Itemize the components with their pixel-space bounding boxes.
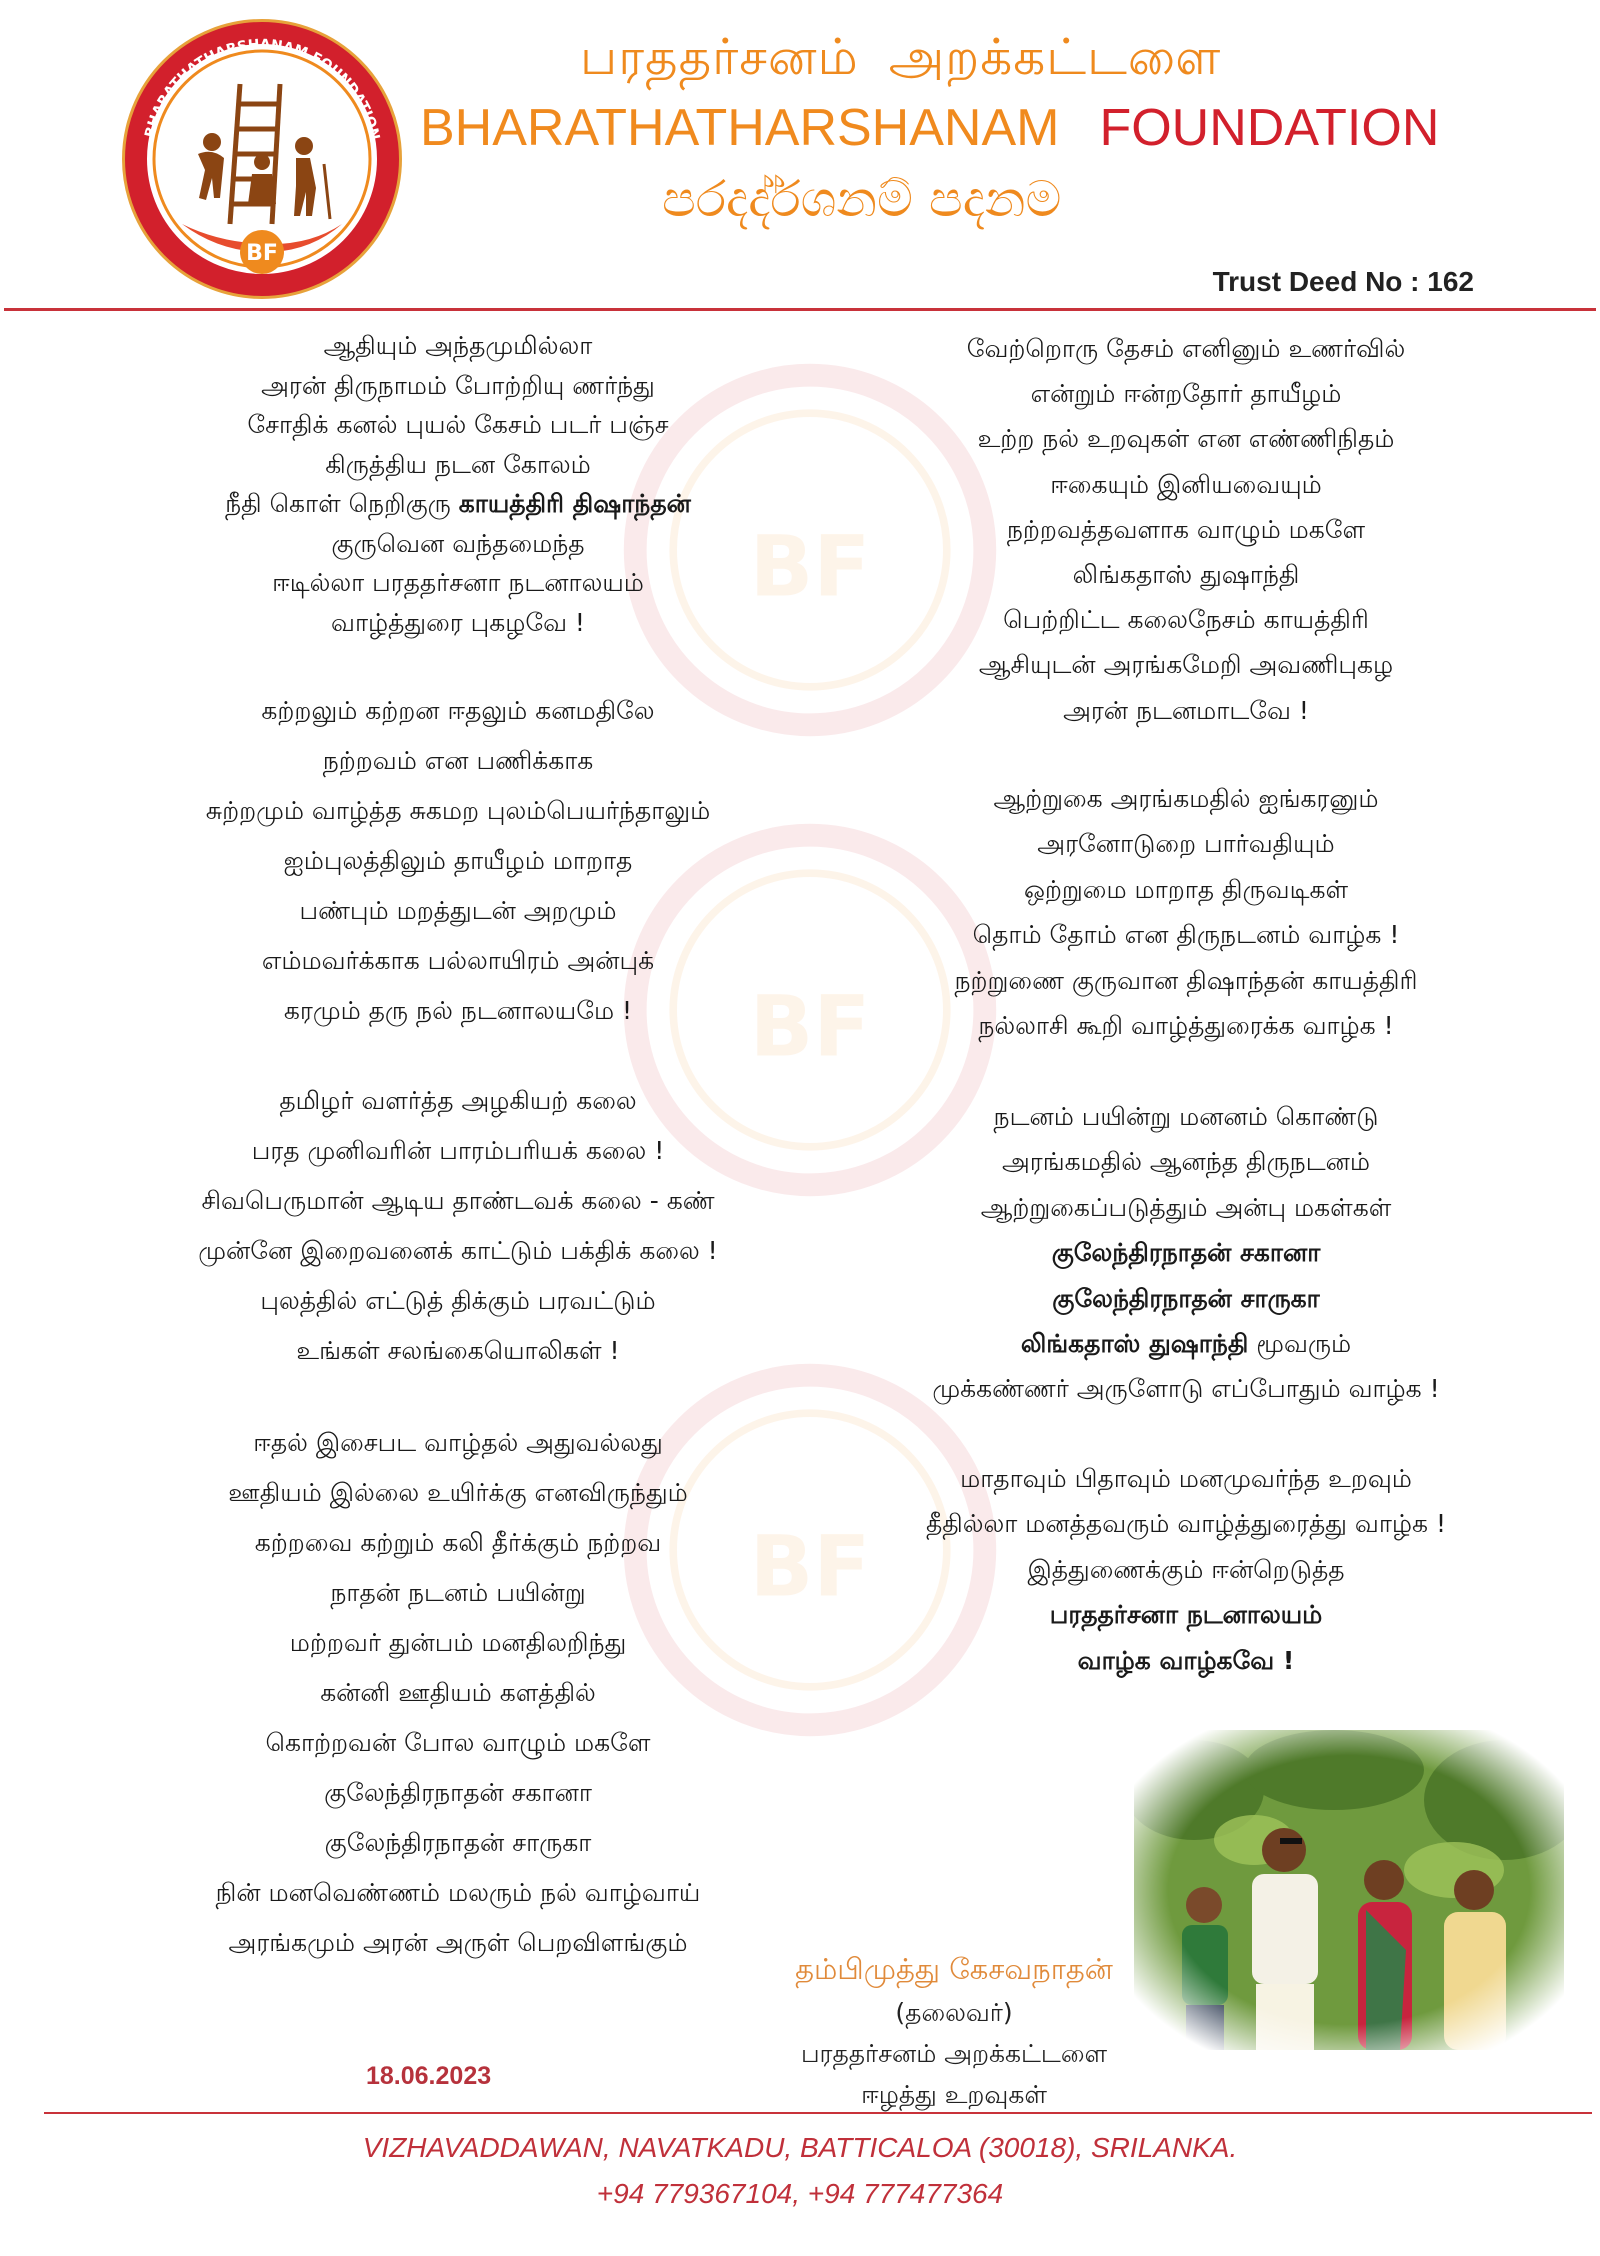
- poem-line: என்றும் ஈன்றதோர் தாயீழம்: [1030, 379, 1342, 409]
- poem-line: வாழ்க வாழ்கவே !: [1077, 1645, 1295, 1675]
- poem-line: கரமும் தரு நல் நடனாலயமே !: [283, 996, 633, 1025]
- poem-line: நற்றவத்தவளாக வாழும் மகளே: [1006, 514, 1366, 544]
- poem-line: சுற்றமும் வாழ்த்த சுகமற புலம்பெயர்ந்தாலும்: [205, 796, 711, 825]
- poem-line: குருவென வந்தமைந்த: [331, 528, 585, 558]
- poem-line: அரங்கமதில் ஆனந்த திருநடனம்: [1002, 1147, 1370, 1177]
- poem-line: உற்ற நல் உறவுகள் என எண்ணிநிதம்: [977, 424, 1395, 454]
- poem-line: நின் மனவெண்ணம் மலரும் நல் வாழ்வாய்: [215, 1878, 701, 1907]
- poem-line: நாதன் நடனம் பயின்று: [330, 1578, 586, 1607]
- poem-line: தமிழர் வளர்த்த அழகியற் கலை: [279, 1086, 637, 1115]
- poem-line: அரன் நடனமாடவே !: [1063, 695, 1309, 725]
- title-english: [420, 98, 1439, 158]
- poem-line: ஆற்றுகை அரங்கமதில் ஐங்கரனும்: [993, 784, 1379, 813]
- poem-line: நடனம் பயின்று மனனம் கொண்டு: [993, 1102, 1379, 1131]
- logo-ring-text: BHARATHATHARSHANAM FOUNDATION: [142, 36, 383, 142]
- right-poem-stanza-4: [836, 1456, 1536, 1683]
- title-tamil-word-1: பரததர்சனம்: [580, 28, 859, 86]
- poem-line: குலேந்திரநாதன் சாருகா: [1052, 1283, 1320, 1313]
- left-poem-stanza-4: [128, 1418, 788, 1968]
- poem-line: நற்றவம் என பணிக்காக: [322, 746, 594, 775]
- footer-divider: [44, 2112, 1592, 2114]
- poem-line: சோதிக் கனல் புயல் கேசம் படர் பஞ்ச: [247, 410, 669, 439]
- poem-line: ஆற்றுகைப்படுத்தும் அன்பு மகள்கள்: [980, 1192, 1392, 1222]
- signatory-organisation: பரததர்சனம் அறக்கட்டளை: [800, 2039, 1108, 2068]
- svg-text:BF: BF: [749, 1517, 871, 1616]
- poem-line: தொம் தோம் என திருநடனம் வாழ்க !: [972, 920, 1400, 950]
- poem-line: ஆதியும் அந்தமுமில்லா: [323, 331, 593, 360]
- right-poem-stanza-2: [836, 776, 1536, 1048]
- poem-line: ஈகையும் இனியவையும்: [1050, 469, 1322, 499]
- right-poem-stanza-3: [836, 1094, 1536, 1412]
- poem-line: குலேந்திரநாதன் சாருகா: [324, 1828, 592, 1857]
- poem-line: ஒற்றுமை மாறாத திருவடிகள்: [1023, 874, 1349, 904]
- footer-address: VIZHAVADDAWAN, NAVATKADU, BATTICALOA (30018), SRILANKA.: [362, 2132, 1238, 2163]
- poem-line: கற்றவை கற்றும் கலி தீர்க்கும் நற்றவ: [254, 1528, 662, 1557]
- poem-line: உங்கள் சலங்கையொலிகள் !: [296, 1336, 620, 1365]
- poem-line: வாழ்த்துரை புகழவே !: [331, 607, 585, 637]
- poem-line: பண்பும் மறத்துடன் அறமும்: [299, 896, 617, 925]
- poem-line: எம்மவர்க்காக பல்லாயிரம் அன்புக்: [261, 946, 655, 975]
- poem-line: பரத முனிவரின் பாரம்பரியக் கலை !: [251, 1136, 665, 1165]
- left-poem-stanza-3: [128, 1076, 788, 1376]
- right-poem-stanza-1: [836, 326, 1536, 733]
- poem-line: குலேந்திரநாதன் சகானா: [1051, 1238, 1321, 1268]
- poem-line: கிருத்திய நடன கோலம்: [325, 449, 591, 479]
- signatory-role: (தலைவர்): [895, 1998, 1013, 2027]
- title-english-word-2: FOUNDATION: [1099, 99, 1440, 157]
- poem-line: லிங்கதாஸ் துஷாந்தி: [1072, 560, 1300, 590]
- poem-line: ஆசியுடன் அரங்கமேறி அவணிபுகழ: [978, 650, 1394, 680]
- poem-line: குலேந்திரநாதன் சகானா: [324, 1778, 592, 1807]
- poem-line: முக்கண்ணர் அருளோடு எப்போதும் வாழ்க !: [932, 1374, 1440, 1404]
- poem-line: நற்றுணை குருவான திஷாந்தன் காயத்திரி: [954, 965, 1418, 995]
- poem-line: நல்லாசி கூறி வாழ்த்துரைக்க வாழ்க !: [978, 1011, 1394, 1041]
- poem-line: கொற்றவன் போல வாழும் மகளே: [265, 1728, 651, 1757]
- poem-line: அரங்கமும் அரன் அருள் பெறவிளங்கும்: [228, 1928, 688, 1957]
- poem-line: வேற்றொரு தேசம் எனினும் உணர்வில்: [966, 334, 1406, 363]
- signature-block: [744, 1952, 1164, 2113]
- signatory-relations: ஈழத்து உறவுகள்: [861, 2080, 1047, 2109]
- title-tamil: [580, 28, 1221, 93]
- svg-text:BF: BF: [749, 517, 871, 616]
- poem-line: பெற்றிட்ட கலைநேசம் காயத்திரி: [1003, 605, 1369, 635]
- header-divider: [4, 308, 1596, 311]
- poem-line-bold: லிங்கதாஸ் துஷாந்தி: [1020, 1329, 1249, 1359]
- poem-line: பரததர்சனா நடனாலயம்: [1049, 1600, 1323, 1630]
- logo-initials: BF: [246, 241, 278, 266]
- footer-phone-numbers: +94 779367104, +94 777477364: [596, 2178, 1004, 2209]
- poem-line: ஈடில்லா பரததர்சனா நடனாலயம்: [272, 568, 644, 597]
- poem-line: முன்னே இறைவனைக் காட்டும் பக்திக் கலை !: [198, 1236, 718, 1265]
- poem-line-suffix: மூவரும்: [1248, 1329, 1352, 1359]
- poem-line: மற்றவர் துன்பம் மனதிலறிந்து: [289, 1628, 627, 1657]
- poem-line: புலத்தில் எட்டுத் திக்கும் பரவட்டும்: [260, 1286, 656, 1315]
- guru-name: காயத்திரி திஷாந்தன்: [458, 489, 691, 518]
- poem-line: [836, 1321, 1536, 1366]
- signatory-name: தம்பிமுத்து கேசவநாதன்: [795, 1952, 1113, 1986]
- trust-deed-number: Trust Deed No : 162: [1212, 266, 1474, 297]
- poem-line: கன்னி ஊதியம் களத்தில்: [320, 1678, 596, 1707]
- letter-date: 18.06.2023: [366, 2062, 492, 2090]
- poem-line: ஐம்புலத்திலும் தாயீழம் மாறாத: [283, 846, 633, 875]
- poem-line-prefix: நீதி கொள் நெறிகுரு: [225, 489, 459, 518]
- poem-line: சிவபெருமான் ஆடிய தாண்டவக் கலை - கண்: [201, 1186, 715, 1215]
- left-poem-stanza-2: [128, 686, 788, 1036]
- poem-line: கற்றலும் கற்றன ஈதலும் கனமதிலே: [261, 696, 655, 725]
- title-tamil-word-2: அறக்கட்டளை: [888, 28, 1222, 86]
- poem-line: அரன் திருநாமம் போற்றியு ணர்ந்து: [261, 370, 655, 400]
- poem-line: இத்துணைக்கும் ஈன்றெடுத்த: [1027, 1554, 1345, 1584]
- poem-line: ஊதியம் இல்லை உயிர்க்கு எனவிருந்தும்: [228, 1478, 688, 1507]
- poem-line: [128, 484, 788, 524]
- family-photo: [1134, 1730, 1564, 2050]
- poem-line: அரனோடுறை பார்வதியும்: [1037, 829, 1335, 859]
- poem-line: தீதில்லா மனத்தவரும் வாழ்த்துரைத்து வாழ்க !: [926, 1509, 1446, 1539]
- title-sinhala: පරදද්ර්ශනම් පදනම: [662, 170, 1062, 228]
- poem-line: ஈதல் இசைபட வாழ்தல் அதுவல்லது: [253, 1428, 663, 1457]
- title-english-word-1: BHARATHATHARSHANAM: [420, 99, 1060, 157]
- left-poem-stanza-1: [128, 326, 788, 642]
- foundation-logo: [112, 14, 412, 304]
- svg-text:BF: BF: [749, 977, 871, 1076]
- poem-line: மாதாவும் பிதாவும் மனமுவர்ந்த உறவும்: [960, 1464, 1412, 1493]
